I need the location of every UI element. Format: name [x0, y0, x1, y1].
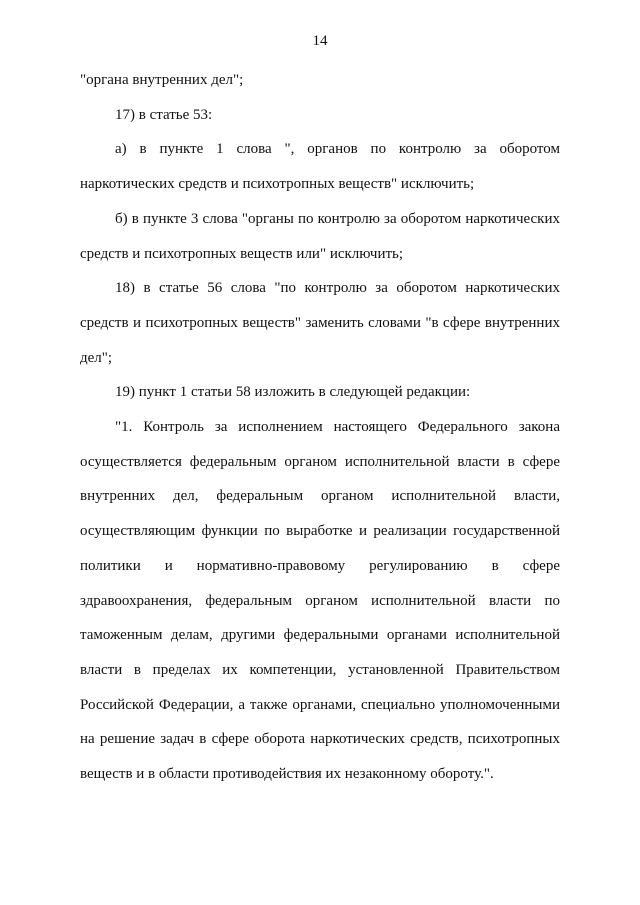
paragraph-continuation: "органа внутренних дел"; — [80, 72, 244, 88]
paragraph-item-19: 19) пункт 1 статьи 58 изложить в следующей редакции: — [115, 384, 471, 401]
paragraph-item-17: 17) в статье 53: — [115, 106, 213, 123]
page-number: 14 — [312, 33, 328, 49]
paragraph-item-17a: а) в пункте 1 слова ", органов по контролю за оборотом наркотических средств и психотропных веществ" исключить; — [80, 141, 560, 193]
paragraph-new-article-58-1: "1. Контроль за исполнением настоящего Федерального закона осуществляется федеральным органом исполнительной власти в сфере внутренних дел, федеральным органом исполнительной власти, осуществляющим функции по выработке и реализации государственной политики и нормативно-правовому регулированию в сфере здравоохранения, федеральным органом исполнительной власти по таможенным делам, другими федеральными органами исполнительной власти в пределах их компетенции, установленной Правительством Российской Федерации, а также органами, специально уполномоченными на решение задач в сфере оборота наркотических средств, психотропных веществ и в области противодействия их незаконному обороту.". — [80, 419, 560, 783]
paragraph-item-18: 18) в статье 56 слова "по контролю за оборотом наркотических средств и психотропных веществ" заменить словами "в сфере внутренних дел"; — [80, 280, 560, 366]
document-body — [80, 63, 560, 792]
paragraph-item-17b: б) в пункте 3 слова "органы по контролю за оборотом наркотических средств и психотропных веществ или" исключить; — [80, 210, 560, 262]
